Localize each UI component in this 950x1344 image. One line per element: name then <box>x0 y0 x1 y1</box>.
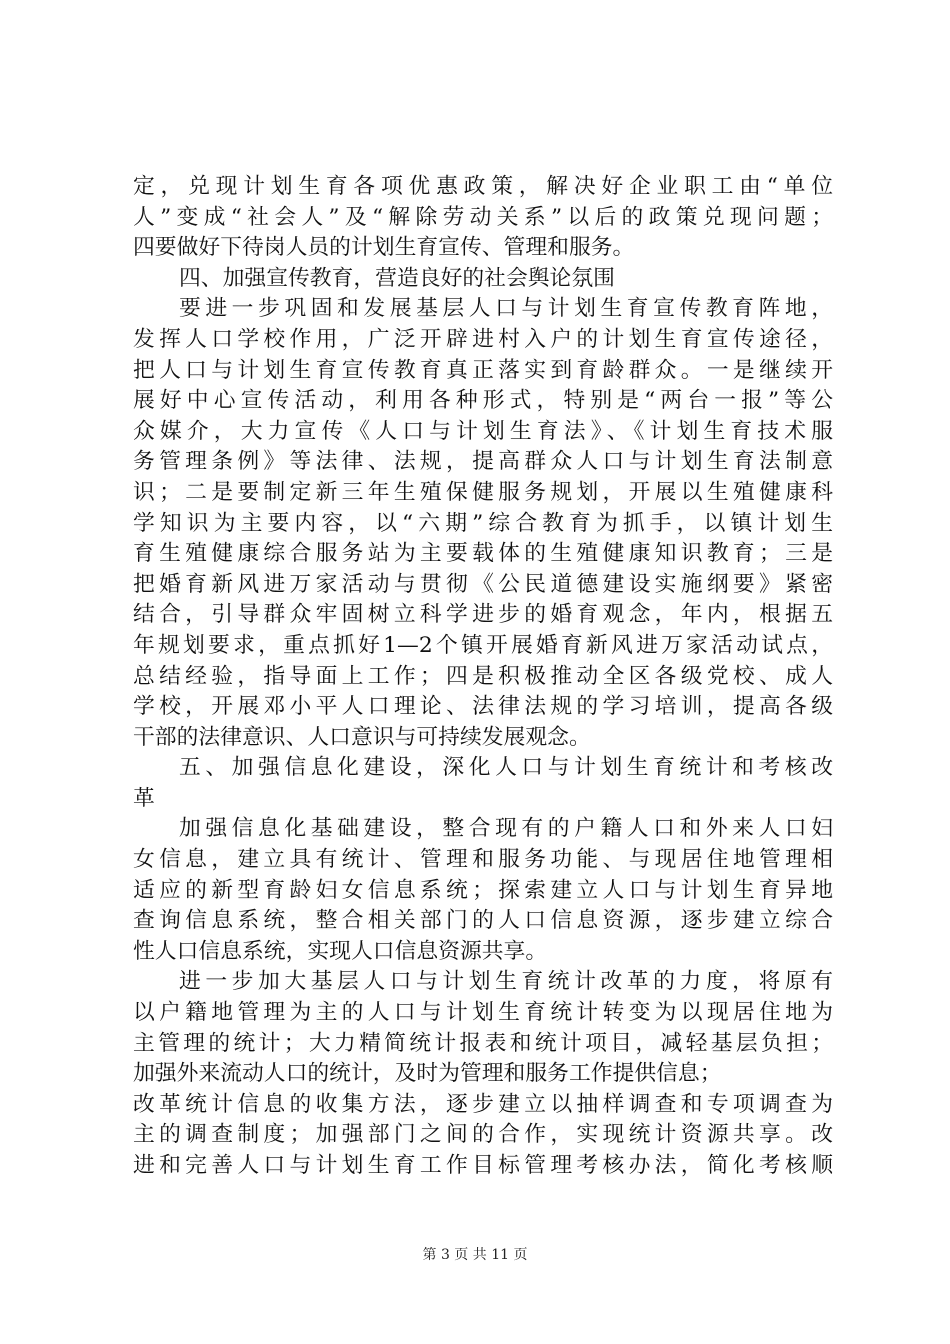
text-line: 主的调查制度；加强部门之间的合作，实现统计资源共享。改 <box>133 1122 833 1148</box>
text-line: 结合，引导群众牢固树立科学进步的婚育观念，年内，根据五 <box>133 602 833 628</box>
text-line: 干部的法律意识、人口意识与可持续发展观念。 <box>133 724 591 750</box>
text-line: 定，兑现计划生育各项优惠政策，解决好企业职工由“单位 <box>133 174 833 199</box>
text-line: 四要做好下待岗人员的计划生育宣传、管理和服务。 <box>133 235 635 261</box>
text-line: 进一步加大基层人口与计划生育统计改革的力度，将原有 <box>179 969 833 995</box>
text-line: 加强外来流动人口的统计，及时为管理和服务工作提供信息； <box>133 1061 722 1087</box>
text-line: 展好中心宣传活动，利用各种形式，特别是“两台一报”等公 <box>133 388 833 414</box>
text-line: 主管理的统计；大力精简统计报表和统计项目，减轻基层负担； <box>133 1030 833 1056</box>
text-line: 年规划要求，重点抓好1—2个镇开展婚育新风进万家活动试点， <box>133 632 833 658</box>
text-line: 进和完善人口与计划生育工作目标管理考核办法，简化考核顺 <box>133 1153 833 1178</box>
text-line: 改革统计信息的收集方法，逐步建立以抽样调查和专项调查为 <box>133 1091 833 1117</box>
text-line: 五、加强信息化建设，深化人口与计划生育统计和考核改 <box>179 755 833 781</box>
text-line: 适应的新型育龄妇女信息系统；探索建立人口与计划生育异地 <box>133 877 833 903</box>
text-line: 发挥人口学校作用，广泛开辟进村入户的计划生育宣传途径， <box>133 326 833 352</box>
page-footer: 第 3 页 共 11 页 <box>422 1247 528 1263</box>
text-line: 革 <box>133 785 155 811</box>
text-line: 学知识为主要内容，以“六期”综合教育为抓手，以镇计划生 <box>133 510 833 536</box>
text-line: 学校，开展邓小平人口理论、法律法规的学习培训，提高各级 <box>133 694 833 720</box>
text-line: 把人口与计划生育宣传教育真正落实到育龄群众。一是继续开 <box>133 357 833 383</box>
text-line: 把婚育新风进万家活动与贯彻《公民道德建设实施纲要》紧密 <box>133 571 833 597</box>
text-line: 以户籍地管理为主的人口与计划生育统计转变为以现居住地为 <box>133 1000 833 1026</box>
text-line: 性人口信息系统，实现人口信息资源共享。 <box>133 938 548 964</box>
text-line: 查询信息系统，整合相关部门的人口信息资源，逐步建立综合 <box>133 908 833 934</box>
text-line: 加强信息化基础建设，整合现有的户籍人口和外来人口妇 <box>179 816 833 842</box>
text-line: 务管理条例》等法律、法规，提高群众人口与计划生育法制意 <box>133 449 833 475</box>
text-line: 要进一步巩固和发展基层人口与计划生育宣传教育阵地， <box>179 296 833 322</box>
text-line: 四、加强宣传教育，营造良好的社会舆论氛围 <box>179 265 615 291</box>
text-line: 众媒介，大力宣传《人口与计划生育法》、《计划生育技术服 <box>133 418 833 444</box>
text-line: 育生殖健康综合服务站为主要载体的生殖健康知识教育；三是 <box>133 541 833 567</box>
document-body <box>133 172 833 1182</box>
text-line: 人”变成“社会人”及“解除劳动关系”以后的政策兑现问题； <box>133 204 833 230</box>
text-line: 识；二是要制定新三年生殖保健服务规划，开展以生殖健康科 <box>133 479 833 505</box>
text-line: 女信息，建立具有统计、管理和服务功能、与现居住地管理相 <box>133 847 833 873</box>
text-line: 总结经验，指导面上工作；四是积极推动全区各级党校、成人 <box>133 663 833 689</box>
